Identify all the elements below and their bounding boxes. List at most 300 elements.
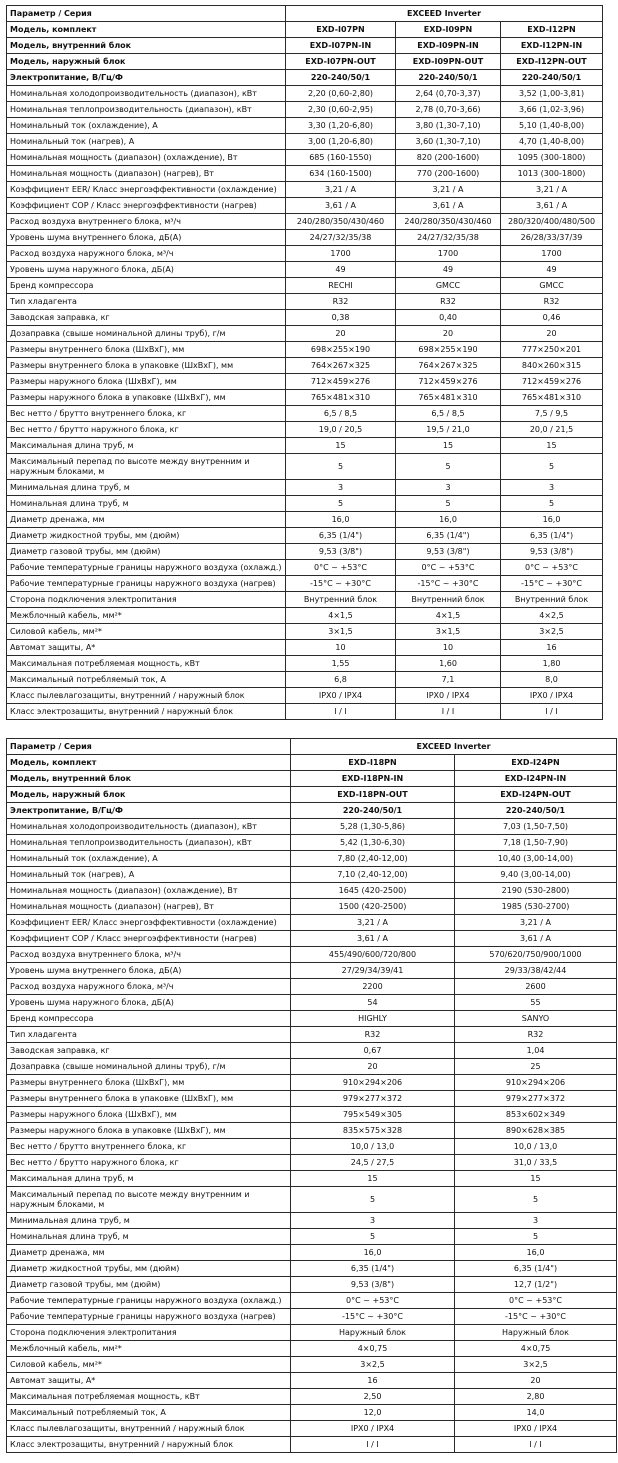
value-cell: 1,80: [501, 656, 603, 672]
value-cell: 4×0,75: [455, 1341, 617, 1357]
value-cell: 5: [501, 454, 603, 480]
spec-row: [7, 787, 617, 803]
value-cell: 20: [396, 326, 501, 342]
spec-row: [7, 86, 603, 102]
value-cell: Внутренний блок: [501, 592, 603, 608]
value-cell: 4×0,75: [291, 1341, 455, 1357]
value-cell: 3×2,5: [455, 1357, 617, 1373]
value-cell: IPX0 / IPX4: [396, 688, 501, 704]
parameter-label: Уровень шума наружного блока, дБ(А): [7, 262, 286, 278]
value-cell: 455/490/600/720/800: [291, 947, 455, 963]
parameter-label: Класс электрозащиты, внутренний / наружный блок: [7, 704, 286, 720]
parameter-label: Сторона подключения электропитания: [7, 592, 286, 608]
value-cell: EXD-I24PN-IN: [455, 771, 617, 787]
value-cell: 764×267×325: [286, 358, 396, 374]
value-cell: 820 (200-1600): [396, 150, 501, 166]
spec-row: [7, 22, 603, 38]
spec-row: [7, 1373, 617, 1389]
value-cell: -15°C ~ +30°C: [286, 576, 396, 592]
spec-row: [7, 342, 603, 358]
value-cell: 49: [286, 262, 396, 278]
parameter-label: Диаметр жидкостной трубы, мм (дюйм): [7, 528, 286, 544]
value-cell: 24/27/32/35/38: [286, 230, 396, 246]
value-cell: 3: [455, 1213, 617, 1229]
value-cell: 3: [286, 480, 396, 496]
value-cell: 0,46: [501, 310, 603, 326]
spec-row: [7, 640, 603, 656]
parameter-label: Номинальный ток (нагрев), А: [7, 134, 286, 150]
value-cell: 712×459×276: [286, 374, 396, 390]
value-cell: SANYO: [455, 1011, 617, 1027]
value-cell: 9,53 (3/8"): [291, 1277, 455, 1293]
spec-row: [7, 995, 617, 1011]
parameter-label: Размеры внутреннего блока (ШхВхГ), мм: [7, 1075, 291, 1091]
spec-row: [7, 771, 617, 787]
value-cell: 24/27/32/35/38: [396, 230, 501, 246]
spec-row: [7, 851, 617, 867]
spec-row: [7, 1341, 617, 1357]
parameter-label: Коэффициент EER/ Класс энергоэффективности (охлаждение): [7, 182, 286, 198]
spec-row: [7, 358, 603, 374]
parameter-label: Номинальная мощность (диапазон) (нагрев), Вт: [7, 899, 291, 915]
spec-row: [7, 134, 603, 150]
spec-row: [7, 803, 617, 819]
parameter-label: Размеры наружного блока (ШхВхГ), мм: [7, 374, 286, 390]
value-cell: 3×1,5: [396, 624, 501, 640]
value-cell: 4,70 (1,40-8,00): [501, 134, 603, 150]
series-header: EXCEED Inverter: [291, 739, 617, 755]
parameter-label: Размеры внутреннего блока в упаковке (ШхВхГ), мм: [7, 1091, 291, 1107]
spec-row: [7, 1229, 617, 1245]
value-cell: 0°C ~ +53°C: [286, 560, 396, 576]
value-cell: 2,64 (0,70-3,37): [396, 86, 501, 102]
value-cell: 25: [455, 1059, 617, 1075]
parameter-label: Класс электрозащиты, внутренний / наружный блок: [7, 1437, 291, 1453]
parameter-label: Модель, комплект: [7, 22, 286, 38]
spec-row: [7, 1309, 617, 1325]
value-cell: 9,53 (3/8"): [396, 544, 501, 560]
spec-row: [7, 422, 603, 438]
value-cell: 4×1,5: [286, 608, 396, 624]
value-cell: 20: [455, 1373, 617, 1389]
parameter-label: Максимальный потребляемый ток, А: [7, 672, 286, 688]
value-cell: 49: [501, 262, 603, 278]
value-cell: 2200: [291, 979, 455, 995]
value-cell: RECHI: [286, 278, 396, 294]
value-cell: EXD-I07PN-IN: [286, 38, 396, 54]
value-cell: 220-240/50/1: [501, 70, 603, 86]
spec-table-2: [6, 738, 617, 1453]
value-cell: 5: [455, 1187, 617, 1213]
value-cell: 0°C ~ +53°C: [501, 560, 603, 576]
value-cell: Внутренний блок: [396, 592, 501, 608]
value-cell: 3,61 / A: [286, 198, 396, 214]
value-cell: 0,67: [291, 1043, 455, 1059]
value-cell: 3: [396, 480, 501, 496]
spec-row: [7, 1059, 617, 1075]
value-cell: 5,42 (1,30-6,30): [291, 835, 455, 851]
parameter-label: Максимальный перепад по высоте между внутренним и наружным блоками, м: [7, 1187, 291, 1213]
value-cell: 19,5 / 21,0: [396, 422, 501, 438]
value-cell: 3×1,5: [286, 624, 396, 640]
value-cell: 0°C ~ +53°C: [455, 1293, 617, 1309]
value-cell: I / I: [396, 704, 501, 720]
value-cell: 220-240/50/1: [286, 70, 396, 86]
parameter-label: Номинальный ток (охлаждение), А: [7, 851, 291, 867]
value-cell: 15: [501, 438, 603, 454]
value-cell: Внутренний блок: [286, 592, 396, 608]
spec-row: [7, 438, 603, 454]
value-cell: 16,0: [455, 1245, 617, 1261]
parameter-label: Рабочие температурные границы наружного воздуха (охлажд.): [7, 560, 286, 576]
value-cell: 1,60: [396, 656, 501, 672]
spec-row: [7, 278, 603, 294]
value-cell: 840×260×315: [501, 358, 603, 374]
value-cell: 2,30 (0,60-2,95): [286, 102, 396, 118]
parameter-label: Размеры наружного блока (ШхВхГ), мм: [7, 1107, 291, 1123]
value-cell: 698×255×190: [286, 342, 396, 358]
value-cell: IPX0 / IPX4: [455, 1421, 617, 1437]
parameter-label: Уровень шума внутреннего блока, дБ(А): [7, 963, 291, 979]
value-cell: 2190 (530-2800): [455, 883, 617, 899]
parameter-label: Номинальный ток (нагрев), А: [7, 867, 291, 883]
parameter-label: Расход воздуха наружного блока, м³/ч: [7, 979, 291, 995]
spec-row: [7, 102, 603, 118]
parameter-label: Рабочие температурные границы наружного воздуха (нагрев): [7, 576, 286, 592]
value-cell: 1,55: [286, 656, 396, 672]
spec-row: [7, 656, 603, 672]
parameter-label: Класс пылевлагозащиты, внутренний / наружный блок: [7, 688, 286, 704]
value-cell: 3,61 / A: [396, 198, 501, 214]
value-cell: 0,38: [286, 310, 396, 326]
value-cell: 765×481×310: [286, 390, 396, 406]
spec-row: [7, 560, 603, 576]
value-cell: EXD-I12PN-OUT: [501, 54, 603, 70]
spec-row: [7, 54, 603, 70]
value-cell: 4×1,5: [396, 608, 501, 624]
value-cell: 3: [501, 480, 603, 496]
value-cell: 10,0 / 13,0: [291, 1139, 455, 1155]
value-cell: 5: [501, 496, 603, 512]
spec-row: [7, 1011, 617, 1027]
value-cell: GMCC: [501, 278, 603, 294]
parameter-label: Тип хладагента: [7, 1027, 291, 1043]
value-cell: 835×575×328: [291, 1123, 455, 1139]
value-cell: 910×294×206: [291, 1075, 455, 1091]
value-cell: 853×602×349: [455, 1107, 617, 1123]
parameter-label: Заводская заправка, кг: [7, 310, 286, 326]
value-cell: 5: [291, 1187, 455, 1213]
spec-row: [7, 1405, 617, 1421]
value-cell: EXD-I09PN-OUT: [396, 54, 501, 70]
value-cell: 3,61 / A: [455, 931, 617, 947]
spec-row: [7, 1261, 617, 1277]
value-cell: 712×459×276: [501, 374, 603, 390]
value-cell: 3,80 (1,30-7,10): [396, 118, 501, 134]
value-cell: 9,53 (3/8"): [286, 544, 396, 560]
parameter-label: Вес нетто / брутто наружного блока, кг: [7, 422, 286, 438]
parameter-label: Класс пылевлагозащиты, внутренний / наружный блок: [7, 1421, 291, 1437]
spec-row: [7, 390, 603, 406]
parameter-header: Параметр / Серия: [7, 739, 291, 755]
value-cell: 16,0: [396, 512, 501, 528]
spec-row: [7, 1213, 617, 1229]
value-cell: 220-240/50/1: [291, 803, 455, 819]
value-cell: EXD-I24PN: [455, 755, 617, 771]
parameter-label: Модель, наружный блок: [7, 787, 291, 803]
value-cell: EXD-I12PN: [501, 22, 603, 38]
spec-row: [7, 883, 617, 899]
value-cell: 16,0: [286, 512, 396, 528]
value-cell: 5: [396, 496, 501, 512]
value-cell: 6,5 / 8,5: [286, 406, 396, 422]
value-cell: 1700: [286, 246, 396, 262]
value-cell: 3,21 / A: [501, 182, 603, 198]
value-cell: 634 (160-1500): [286, 166, 396, 182]
value-cell: R32: [455, 1027, 617, 1043]
value-cell: 15: [455, 1171, 617, 1187]
parameter-label: Номинальный ток (охлаждение), А: [7, 118, 286, 134]
value-cell: 12,0: [291, 1405, 455, 1421]
parameter-label: Модель, внутренний блок: [7, 38, 286, 54]
parameter-label: Максимальный потребляемый ток, А: [7, 1405, 291, 1421]
parameter-label: Межблочный кабель, мм²*: [7, 1341, 291, 1357]
value-cell: 20: [291, 1059, 455, 1075]
parameter-label: Размеры внутреннего блока в упаковке (ШхВхГ), мм: [7, 358, 286, 374]
value-cell: 5: [396, 454, 501, 480]
parameter-label: Заводская заправка, кг: [7, 1043, 291, 1059]
parameter-label: Сторона подключения электропитания: [7, 1325, 291, 1341]
parameter-label: Автомат защиты, А*: [7, 1373, 291, 1389]
spec-row: [7, 608, 603, 624]
value-cell: 1,04: [455, 1043, 617, 1059]
parameter-label: Номинальная мощность (диапазон) (охлаждение), Вт: [7, 883, 291, 899]
value-cell: EXD-I18PN: [291, 755, 455, 771]
spec-row: [7, 262, 603, 278]
spec-row: [7, 294, 603, 310]
value-cell: 7,18 (1,50-7,90): [455, 835, 617, 851]
spec-row: [7, 1293, 617, 1309]
value-cell: 1700: [501, 246, 603, 262]
parameter-label: Уровень шума внутреннего блока, дБ(А): [7, 230, 286, 246]
parameter-label: Дозаправка (свыше номинальной длины труб), г/м: [7, 326, 286, 342]
spec-row: [7, 38, 603, 54]
value-cell: 9,40 (3,00-14,00): [455, 867, 617, 883]
value-cell: EXD-I18PN-OUT: [291, 787, 455, 803]
spec-row: [7, 672, 603, 688]
parameter-label: Автомат защиты, А*: [7, 640, 286, 656]
value-cell: 1095 (300-1800): [501, 150, 603, 166]
parameter-label: Номинальная теплопроизводительность (диапазон), кВт: [7, 102, 286, 118]
value-cell: 698×255×190: [396, 342, 501, 358]
parameter-label: Рабочие температурные границы наружного воздуха (охлажд.): [7, 1293, 291, 1309]
parameter-label: Номинальная длина труб, м: [7, 1229, 291, 1245]
value-cell: 16: [291, 1373, 455, 1389]
spec-row: [7, 246, 603, 262]
value-cell: 3,52 (1,00-3,81): [501, 86, 603, 102]
spec-row: [7, 1123, 617, 1139]
spec-row: [7, 1389, 617, 1405]
spec-row: [7, 947, 617, 963]
spec-row: [7, 326, 603, 342]
value-cell: I / I: [286, 704, 396, 720]
parameter-label: Диаметр газовой трубы, мм (дюйм): [7, 1277, 291, 1293]
value-cell: 16,0: [501, 512, 603, 528]
spec-row: [7, 915, 617, 931]
value-cell: I / I: [501, 704, 603, 720]
spec-row: [7, 1155, 617, 1171]
value-cell: 15: [291, 1171, 455, 1187]
parameter-label: Максимальная длина труб, м: [7, 438, 286, 454]
parameter-label: Диаметр газовой трубы, мм (дюйм): [7, 544, 286, 560]
parameter-label: Максимальная потребляемая мощность, кВт: [7, 656, 286, 672]
spec-row: [7, 1075, 617, 1091]
parameter-label: Бренд компрессора: [7, 1011, 291, 1027]
value-cell: 765×481×310: [501, 390, 603, 406]
value-cell: 6,35 (1/4"): [291, 1261, 455, 1277]
spec-row: [7, 1171, 617, 1187]
header-row: [7, 6, 603, 22]
value-cell: 3,00 (1,20-6,80): [286, 134, 396, 150]
spec-row: [7, 374, 603, 390]
value-cell: GMCC: [396, 278, 501, 294]
value-cell: 3×2,5: [501, 624, 603, 640]
value-cell: 3,30 (1,20-6,80): [286, 118, 396, 134]
parameter-label: Номинальная мощность (диапазон) (нагрев), Вт: [7, 166, 286, 182]
value-cell: 3,21 / A: [396, 182, 501, 198]
value-cell: 7,10 (2,40-12,00): [291, 867, 455, 883]
spec-row: [7, 528, 603, 544]
value-cell: 20,0 / 21,5: [501, 422, 603, 438]
value-cell: 1013 (300-1800): [501, 166, 603, 182]
parameter-label: Бренд компрессора: [7, 278, 286, 294]
value-cell: 220-240/50/1: [396, 70, 501, 86]
value-cell: EXD-I07PN-OUT: [286, 54, 396, 70]
spec-row: [7, 310, 603, 326]
value-cell: 12,7 (1/2"): [455, 1277, 617, 1293]
parameter-label: Вес нетто / брутто наружного блока, кг: [7, 1155, 291, 1171]
value-cell: 20: [501, 326, 603, 342]
value-cell: 4×2,5: [501, 608, 603, 624]
parameter-label: Электропитание, В/Гц/Ф: [7, 70, 286, 86]
spec-row: [7, 496, 603, 512]
value-cell: 5,10 (1,40-8,00): [501, 118, 603, 134]
value-cell: 10,40 (3,00-14,00): [455, 851, 617, 867]
value-cell: EXD-I12PN-IN: [501, 38, 603, 54]
parameter-label: Максимальная длина труб, м: [7, 1171, 291, 1187]
parameter-label: Дозаправка (свыше номинальной длины труб), г/м: [7, 1059, 291, 1075]
value-cell: 54: [291, 995, 455, 1011]
value-cell: -15°C ~ +30°C: [291, 1309, 455, 1325]
value-cell: 7,5 / 9,5: [501, 406, 603, 422]
parameter-label: Вес нетто / брутто внутреннего блока, кг: [7, 1139, 291, 1155]
spec-row: [7, 755, 617, 771]
value-cell: 26/28/33/37/39: [501, 230, 603, 246]
value-cell: 910×294×206: [455, 1075, 617, 1091]
value-cell: 7,03 (1,50-7,50): [455, 819, 617, 835]
spec-row: [7, 1437, 617, 1453]
value-cell: IPX0 / IPX4: [501, 688, 603, 704]
value-cell: 6,35 (1/4"): [396, 528, 501, 544]
spec-row: [7, 1245, 617, 1261]
value-cell: I / I: [455, 1437, 617, 1453]
value-cell: 16,0: [291, 1245, 455, 1261]
parameter-label: Диаметр дренажа, мм: [7, 512, 286, 528]
parameter-label: Тип хладагента: [7, 294, 286, 310]
spec-row: [7, 406, 603, 422]
value-cell: 2600: [455, 979, 617, 995]
spec-table-1: [6, 5, 603, 720]
parameter-label: Коэффициент COP / Класс энергоэффективности (нагрев): [7, 931, 291, 947]
spec-row: [7, 198, 603, 214]
parameter-label: Номинальная теплопроизводительность (диапазон), кВт: [7, 835, 291, 851]
parameter-label: Рабочие температурные границы наружного воздуха (нагрев): [7, 1309, 291, 1325]
parameter-label: Номинальная длина труб, м: [7, 496, 286, 512]
value-cell: 5,28 (1,30-5,86): [291, 819, 455, 835]
value-cell: 7,1: [396, 672, 501, 688]
spec-row: [7, 1107, 617, 1123]
value-cell: 2,20 (0,60-2,80): [286, 86, 396, 102]
parameter-label: Расход воздуха внутреннего блока, м³/ч: [7, 947, 291, 963]
parameter-label: Расход воздуха внутреннего блока, м³/ч: [7, 214, 286, 230]
value-cell: 712×459×276: [396, 374, 501, 390]
spec-row: [7, 867, 617, 883]
spec-row: [7, 624, 603, 640]
parameter-label: Минимальная длина труб, м: [7, 480, 286, 496]
value-cell: 3: [291, 1213, 455, 1229]
value-cell: 15: [396, 438, 501, 454]
value-cell: 764×267×325: [396, 358, 501, 374]
parameter-label: Размеры внутреннего блока (ШхВхГ), мм: [7, 342, 286, 358]
value-cell: 6,8: [286, 672, 396, 688]
value-cell: 7,80 (2,40-12,00): [291, 851, 455, 867]
value-cell: -15°C ~ +30°C: [455, 1309, 617, 1325]
parameter-label: Электропитание, В/Гц/Ф: [7, 803, 291, 819]
value-cell: 890×628×385: [455, 1123, 617, 1139]
spec-row: [7, 1091, 617, 1107]
value-cell: 10: [396, 640, 501, 656]
value-cell: 15: [286, 438, 396, 454]
spec-row: [7, 1277, 617, 1293]
value-cell: 3,60 (1,30-7,10): [396, 134, 501, 150]
value-cell: 49: [396, 262, 501, 278]
parameter-label: Минимальная длина труб, м: [7, 1213, 291, 1229]
value-cell: 1985 (530-2700): [455, 899, 617, 915]
parameter-label: Модель, внутренний блок: [7, 771, 291, 787]
value-cell: I / I: [291, 1437, 455, 1453]
value-cell: 3,21 / A: [455, 915, 617, 931]
spec-row: [7, 544, 603, 560]
value-cell: 1700: [396, 246, 501, 262]
parameter-label: Номинальная холодопроизводительность (диапазон), кВт: [7, 86, 286, 102]
spec-row: [7, 963, 617, 979]
value-cell: 3,61 / A: [291, 931, 455, 947]
spec-row: [7, 835, 617, 851]
value-cell: 27/29/34/39/41: [291, 963, 455, 979]
value-cell: 14,0: [455, 1405, 617, 1421]
value-cell: HIGHLY: [291, 1011, 455, 1027]
value-cell: 3,21 / A: [286, 182, 396, 198]
value-cell: 5: [455, 1229, 617, 1245]
value-cell: EXD-I09PN-IN: [396, 38, 501, 54]
value-cell: IPX0 / IPX4: [286, 688, 396, 704]
value-cell: Наружный блок: [291, 1325, 455, 1341]
parameter-label: Расход воздуха наружного блока, м³/ч: [7, 246, 286, 262]
value-cell: 979×277×372: [291, 1091, 455, 1107]
spec-row: [7, 1043, 617, 1059]
parameter-label: Максимальная потребляемая мощность, кВт: [7, 1389, 291, 1405]
spec-row: [7, 182, 603, 198]
